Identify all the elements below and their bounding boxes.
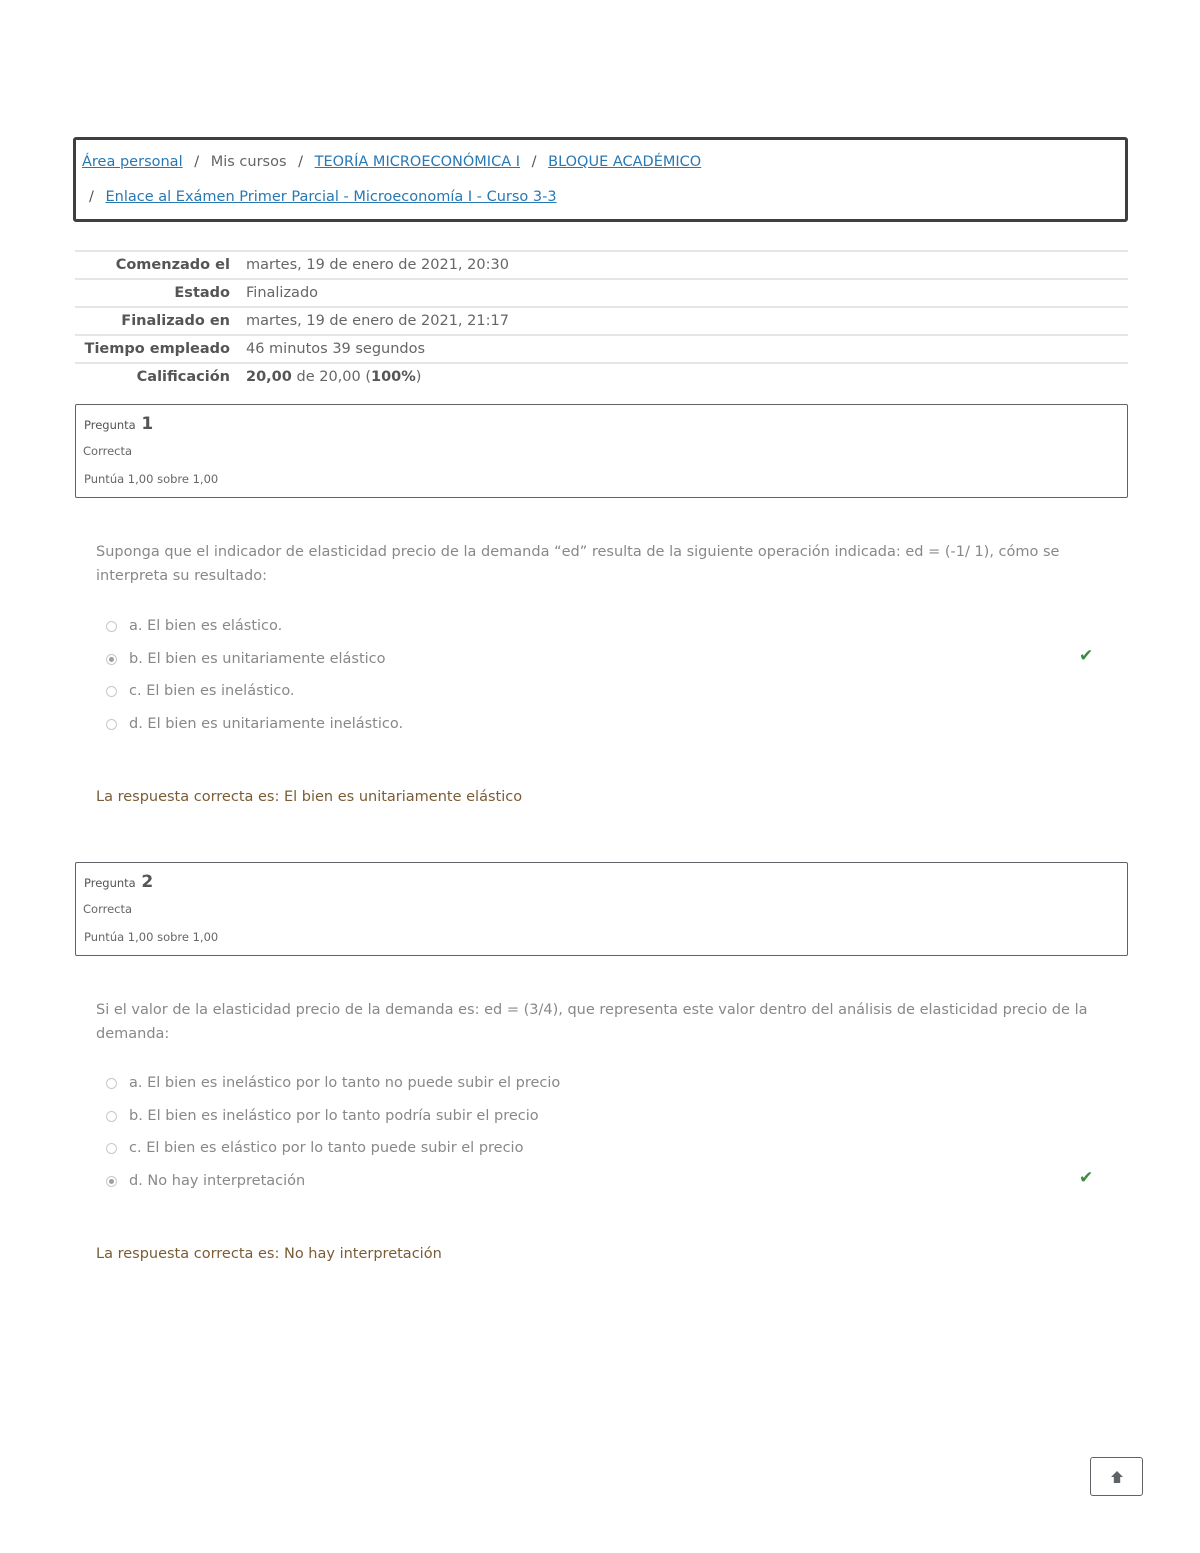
summary-value: Finalizado [246,285,319,301]
question-number-value: 2 [141,872,154,892]
answer-label: b. El bien es unitariamente elástico [129,650,386,667]
answer-option[interactable] [104,1105,1104,1138]
question-1-feedback: La respuesta correcta es: El bien es unitariamente elástico [96,789,523,805]
question-2-info [75,862,1128,956]
answer-label: b. El bien es inelástico por lo tanto podría subir el precio [129,1107,539,1124]
question-2-text: Si el valor de la elasticidad precio de la demanda es: ed = (3/4), que representa este valor dentro del análisis de elasticidad precio de la demanda: [96,1002,1088,1042]
grade-percent: 100% [371,369,416,385]
breadcrumb-link-home[interactable]: Área personal [82,154,183,170]
breadcrumb-separator: / [194,154,200,170]
breadcrumb-my-courses: Mis cursos [210,154,287,170]
summary-label: Estado [174,285,230,301]
question-number [84,414,153,434]
question-2-answers [104,1072,1104,1202]
radio-button-selected[interactable] [106,654,117,665]
answer-option[interactable] [104,680,1104,713]
breadcrumb-link-course[interactable]: TEORÍA MICROECONÓMICA I [314,154,521,170]
summary-value: 46 minutos 39 segundos [246,341,426,357]
radio-button[interactable] [106,1111,117,1122]
question-state: Correcta [83,902,133,916]
question-grade: Puntúa 1,00 sobre 1,00 [84,472,219,486]
radio-button[interactable] [106,621,117,632]
question-state: Correcta [83,444,133,458]
breadcrumb-row-1 [82,154,701,170]
check-icon: ✔ [1079,645,1094,666]
summary-row-time-taken [75,334,1128,362]
question-number [84,872,153,892]
question-1-answers [104,615,1104,745]
attempt-summary-table [75,250,1128,390]
arrow-up-icon [1109,1469,1125,1485]
radio-button[interactable] [106,1078,117,1089]
answer-option[interactable] [104,645,1104,681]
question-number-value: 1 [141,414,154,434]
question-label: Pregunta [84,876,136,890]
breadcrumb-row-2 [89,189,557,205]
breadcrumb-separator: / [531,154,537,170]
summary-grade-value [246,364,421,390]
summary-label: Finalizado en [121,313,230,329]
radio-button[interactable] [106,719,117,730]
grade-score: 20,00 [246,369,292,385]
radio-button-selected[interactable] [106,1176,117,1187]
summary-row-started [75,250,1128,278]
summary-row-state [75,278,1128,306]
summary-label: Comenzado el [115,257,230,273]
back-to-top-button[interactable] [1090,1457,1143,1496]
question-2-feedback: La respuesta correcta es: No hay interpretación [96,1246,442,1262]
answer-option[interactable] [104,1137,1104,1170]
summary-label: Calificación [136,369,230,385]
answer-label: a. El bien es elástico. [129,618,283,634]
answer-label: c. El bien es elástico por lo tanto puede subir el precio [129,1140,524,1156]
radio-button[interactable] [106,1143,117,1154]
check-icon: ✔ [1079,1167,1094,1188]
answer-label: c. El bien es inelástico. [129,683,295,699]
summary-value: martes, 19 de enero de 2021, 21:17 [246,313,509,329]
answer-label: d. El bien es unitariamente inelástico. [129,715,404,732]
answer-label: a. El bien es inelástico por lo tanto no puede subir el precio [129,1075,561,1091]
grade-close: ) [415,369,422,385]
answer-option[interactable] [104,615,1104,648]
answer-option[interactable] [104,713,1104,746]
summary-row-grade [75,362,1128,390]
breadcrumb [73,137,1128,222]
breadcrumb-separator: / [89,189,94,205]
breadcrumb-link-exam[interactable]: Enlace al Exámen Primer Parcial - Microeconomía I - Curso 3-3 [105,189,557,205]
question-grade: Puntúa 1,00 sobre 1,00 [84,930,219,944]
question-1-text: Suponga que el indicador de elasticidad precio de la demanda “ed” resulta de la siguiente operación indicada: ed = (-1/ 1), cómo se interpreta su resultado: [96,544,1060,584]
summary-value: martes, 19 de enero de 2021, 20:30 [246,257,509,273]
question-label: Pregunta [84,418,136,432]
summary-label: Tiempo empleado [84,341,230,357]
radio-button[interactable] [106,686,117,697]
answer-option[interactable] [104,1072,1104,1105]
breadcrumb-separator: / [298,154,304,170]
grade-total: de 20,00 ( [291,369,371,385]
question-1-info [75,404,1128,498]
answer-option[interactable] [104,1167,1104,1203]
summary-row-finished [75,306,1128,334]
answer-label: d. No hay interpretación [129,1172,306,1189]
breadcrumb-link-section[interactable]: BLOQUE ACADÉMICO [548,154,702,170]
